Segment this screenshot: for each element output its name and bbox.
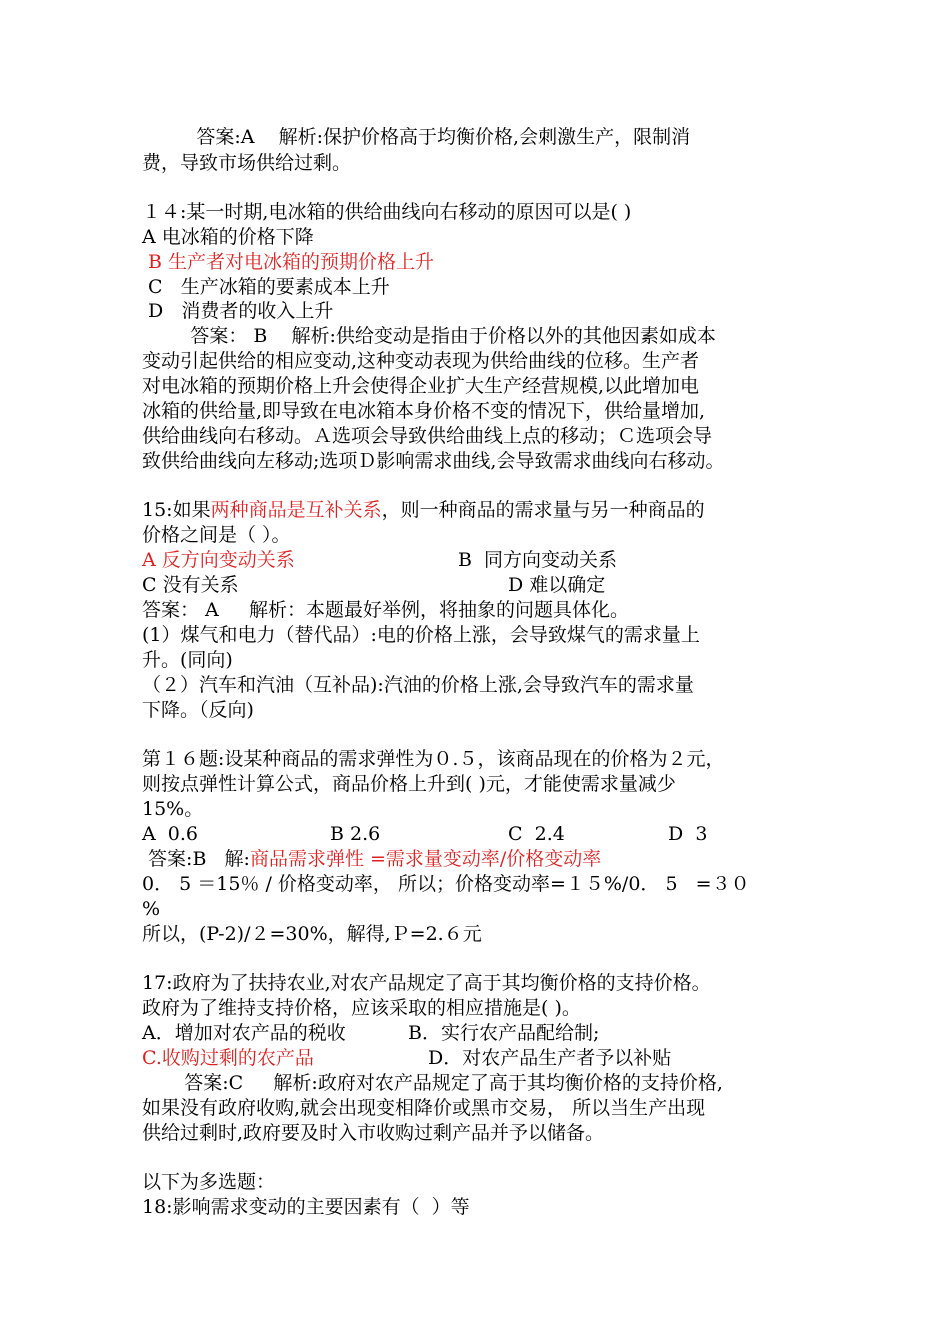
q16-calc-line: 所以，(P-2)/２=30%，解得,Ｐ=2.６元 [142,923,482,945]
q16-option-b: B 2.6 [330,823,381,845]
q16-stem-line: 第１６题:设某种商品的需求弹性为０.５，该商品现在的价格为２元， [142,748,725,770]
q17-analysis-line: 供给过剩时,政府要及时入市收购过剩产品并予以储备。 [142,1122,605,1144]
q14-analysis-line: 变动引起供给的相应变动,这种变动表现为供给曲线的位移。生产者 [142,350,700,372]
q17-option-b: B．实行农产品配给制; [408,1022,600,1044]
q15-answer: 答案： A 解析：本题最好举例，将抽象的问题具体化。 [142,599,629,621]
q17-stem-line: 政府为了维持支持价格，应该采取的相应措施是( )。 [142,997,581,1019]
q16-option-d: D 3 [668,823,708,845]
q15-option-c: C 没有关系 [142,574,239,596]
q15-stem-line: 价格之间是（ ）。 [142,524,291,546]
q14-analysis-line: 答案： B 解析:供给变动是指由于价格以外的其他因素如成本 [142,325,716,347]
q15-stem [142,498,705,523]
q13-answer-line: 费，导致市场供给过剩。 [142,152,352,174]
q17-option-d: D．对农产品生产者予以补贴 [428,1047,672,1069]
q15-option-d: D 难以确定 [508,574,606,596]
q14-option-d: D 消费者的收入上升 [142,300,334,322]
q15-stem-suffix: ，则一种商品的需求量与另一种商品的 [381,499,705,521]
q16-option-a: A 0.6 [142,823,199,845]
q15-example-line: （２）汽车和汽油（互补品):汽油的价格上涨,会导致汽车的需求量 [142,674,694,696]
q17-analysis-line: 如果没有政府收购,就会出现变相降价或黑市交易， 所以当生产出现 [142,1097,706,1119]
q16-calc-line: % [142,898,161,920]
q14-option-b: B 生产者对电冰箱的预期价格上升 [142,251,435,273]
q16-answer [142,847,601,872]
q14-analysis-line: 冰箱的供给量,即导致在电冰箱本身价格不变的情况下，供给量增加, [142,400,706,422]
q13-answer-line: 答案:A 解析:保护价格高于均衡价格,会刺激生产，限制消 [142,126,691,148]
q16-formula: 商品需求弹性 =需求量变动率/价格变动率 [249,848,602,870]
q14-analysis-line: 对电冰箱的预期价格上升会使得企业扩大生产经营规模,以此增加电 [142,375,700,397]
multi-choice-header: 以下为多选题： [142,1171,276,1193]
q15-example-line: (1）煤气和电力（替代品）:电的价格上涨，会导致煤气的需求量上 [142,624,700,646]
q16-calc-line: 0． 5 ＝15％ / 价格变动率， 所以；价格变动率=１５%/0． 5 =３０ [142,873,750,895]
q15-stem-prefix: 15:如果 [142,499,211,521]
q17-option-a: A．增加对农产品的税收 [142,1022,346,1044]
q16-answer-prefix: 答案:B 解: [142,848,250,870]
q16-stem-line: 则按点弹性计算公式，商品价格上升到( )元，才能使需求量减少 [142,773,676,795]
q17-stem-line: 17:政府为了扶持农业,对农产品规定了高于其均衡价格的支持价格。 [142,972,711,994]
q14-analysis-line: 致供给曲线向左移动;选项Ｄ影响需求曲线,会导致需求曲线向右移动。 [142,450,725,472]
q15-option-a: A 反方向变动关系 [142,549,295,571]
q17-option-c: C.收购过剩的农产品 [142,1047,314,1069]
q15-stem-highlight: 两种商品是互补关系 [210,499,382,521]
q14-option-a: A 电冰箱的价格下降 [142,226,314,248]
q16-option-c: C 2.4 [508,823,565,845]
q15-example-line: 升。(同向) [142,649,233,671]
q16-stem-line: 15%。 [142,798,204,820]
q14-option-c: C 生产冰箱的要素成本上升 [142,276,390,298]
q14-analysis-line: 供给曲线向右移动。Ａ选项会导致供给曲线上点的移动；Ｃ选项会导 [142,425,713,447]
q15-option-b: B 同方向变动关系 [458,549,618,571]
q14-stem: １４:某一时期,电冰箱的供给曲线向右移动的原因可以是( ) [142,201,632,223]
q18-stem: 18:影响需求变动的主要因素有（ ）等 [142,1196,470,1218]
q17-analysis-line: 答案:C 解析:政府对农产品规定了高于其均衡价格的支持价格, [142,1072,723,1094]
q15-example-line: 下降。（反向) [142,699,254,721]
